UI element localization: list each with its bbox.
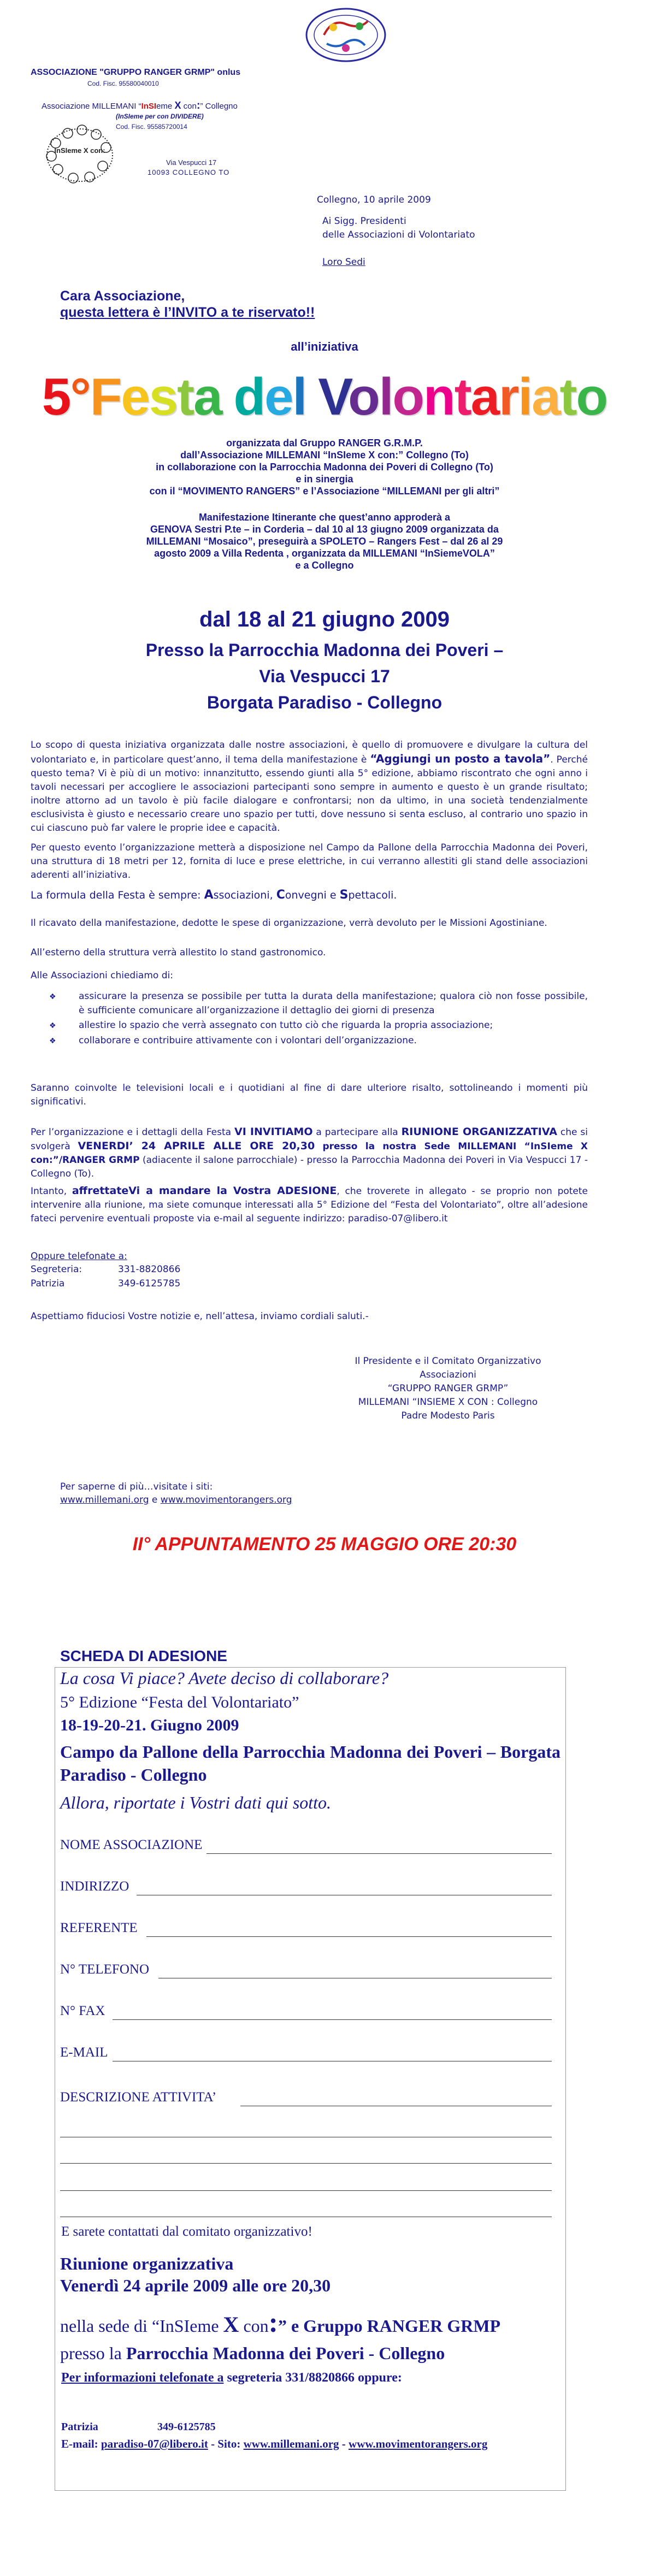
form-prompt: Allora, riportate i Vostri dati qui sotto. [60,1793,332,1812]
header-logo-ranger [299,1,392,72]
invite-line: questa lettera è l’INVITO a te riservato!! [60,305,315,320]
festa-banner-letter: l [292,368,306,426]
festa-banner-letter: o [576,368,607,426]
signature-line-2: Associazioni [420,1369,476,1380]
form-edition: 5° Edizione “Festa del Volontariato” [60,1693,299,1711]
form-meeting-title: Riunione organizzativa [60,2254,234,2273]
descrizione-line-4[interactable] [60,2190,552,2191]
descrizione-line-3[interactable] [60,2163,552,2164]
paragraph-scopo: Lo scopo di questa iniziativa organizzata dalle nostre associazioni, è quello di promuovere e divulgare la cultura del volontariato e, in particolare quest’anno, il tema della manifestazione è “Aggiungi un posto a tavola”. Perché questo tema? Vi è più di un motivo: innanzitutto, essendo giunti alla 5° edizione, abbiamo riscontrato che ogni anno i tavoli necessari per accogliere le associazioni partecipanti sono sempre in aumento e questo è un grande risultato; inoltre attorno ad un tavolo è più facile dialogare e confrontarsi; non da ultimo, in una società tendenzialmente esclusivista è giusto e necessario creare uno spazio per tutti, dove nessuno si senta escluso, al contrario uno spazio in cui ciascuno può far valere le proprie idee e capacità. [31,740,588,834]
assoc1-name: ASSOCIAZIONE "GRUPPO RANGER GRMP" onlus [31,68,241,77]
festa-banner-letter: V [318,368,349,426]
event-dates: dal 18 al 21 giugno 2009 [199,607,450,631]
festa-banner-letter: o [348,368,379,426]
logo-small-text: InSIeme X con: [54,146,105,155]
appointment-banner: II° APPUNTAMENTO 25 MAGGIO ORE 20:30 [132,1534,517,1555]
festa-banner-letter: e [121,368,149,426]
festa-banner-letter: t [559,368,576,426]
paragraph-evento: Per questo evento l’organizzazione metterà a disposizione nel Campo da Pallone della Parrocchia Madonna dei Poveri, una struttura di 18 metri per 12, fornita di luce e prese elettriche, in cui verranno allestiti gli stand delle associazioni aderenti all’iniziativa. [31,842,588,881]
festa-banner-letter: a [532,368,560,426]
recipient-line-1: Ai Sigg. Presidenti [322,216,406,227]
contact-patrizia: Patrizia 349-6125785 [31,1278,181,1289]
festa-banner-letter: ° [70,368,90,426]
event-place-2: Via Vespucci 17 [259,666,390,686]
address-line-1: Via Vespucci 17 [166,158,217,167]
festa-banner-letter: 5 [42,368,70,426]
organizers-line-1: organizzata dal Gruppo RANGER G.R.M.P. [226,438,423,448]
greeting: Cara Associazione, [60,288,185,304]
festa-banner-letter: s [149,368,178,426]
signature-line-3: “GRUPPO RANGER GRMP” [387,1383,509,1394]
field-indirizzo[interactable]: INDIRIZZO [60,1879,552,1898]
festa-banner-letter: a [470,368,499,426]
field-referente[interactable]: REFERENTE [60,1921,552,1939]
organizers-line-5: con il “MOVIMENTO RANGERS” e l’Associazione “MILLEMANI per gli altri” [149,486,500,497]
event-place-3: Borgata Paradiso - Collegno [206,693,442,712]
festa-banner-letter: a [193,368,222,426]
list-item: ❖ allestire lo spazio che verrà assegnato con tutto ciò che riguarda la propria associazione; [52,1019,588,1033]
assoc1-cf: Cod. Fisc. 95580040010 [87,80,159,87]
festa-banner-letter: i [518,368,532,426]
festa-banner-letter: l [379,368,393,426]
form-info-line: Per informazioni telefonate a segreteria 331/8820866 oppure: [61,2371,402,2385]
signature-line-5: Padre Modesto Paris [401,1410,495,1421]
link-movimentorangers[interactable]: www.movimentorangers.org [160,1494,292,1505]
itinerante-line-4: agosto 2009 a Villa Redenta , organizzata da MILLEMANI “InSiemeVOLA” [154,548,495,559]
paragraph-media: Saranno coinvolte le televisioni locali e i quotidiani al fine di dare ulteriore risalto, sottolineando i momenti più significativi. [31,1083,588,1107]
link-millemani-form[interactable]: www.millemani.org [243,2437,339,2450]
recipient-line-2: delle Associazioni di Volontariato [322,229,475,240]
form-box [55,1667,566,2491]
form-meeting-when: Venerdì 24 aprile 2009 alle ore 20,30 [60,2276,331,2295]
form-title: SCHEDA DI ADESIONE [60,1647,227,1664]
itinerante-block [0,511,649,571]
letter-date: Collegno, 10 aprile 2009 [317,194,431,205]
festa-banner-letter: o [392,368,424,426]
paragraph-chiediamo: Alle Associazioni chiediamo di: [31,970,173,981]
organizers-block [0,437,649,497]
field-email[interactable]: E-MAIL [60,2045,552,2064]
assoc2-name: Associazione MILLEMANI “InSIeme X con:” Collegno [42,99,238,111]
form-sede-line: nella sede di “InSIeme X con:” e Gruppo RANGER GRMP [60,2307,501,2338]
festa-banner-letter: n [423,368,455,426]
signature-line-4: MILLEMANI “INSIEME X CON : Collegno [358,1397,538,1408]
requests-list [52,990,588,1049]
closing-line: Aspettiamo fiduciosi Vostre notizie e, nell’attesa, inviamo cordiali saluti.- [31,1311,369,1322]
contact-segreteria: Segreteria: 331-8820866 [31,1264,181,1275]
assoc2-cf: Cod. Fisc. 95585720014 [116,123,187,131]
email-link[interactable]: paradiso-07@libero.it [101,2437,208,2450]
festa-banner-letter: e [264,368,293,426]
field-nome-associazione[interactable]: NOME ASSOCIAZIONE [60,1838,552,1856]
itinerante-line-3: MILLEMANI “Mosaico”, preseguirà a SPOLETO – Rangers Fest – dal 26 al 29 [146,536,503,547]
event-place-1: Presso la Parrocchia Madonna dei Poveri – [145,640,504,660]
festa-banner [0,367,649,427]
organizers-line-2: dall’Associazione MILLEMANI “InSIeme X con:” Collegno (To) [180,450,469,460]
form-contact-note: E sarete contattati dal comitato organizzativo! [61,2224,312,2239]
festa-banner-letter: r [499,368,518,426]
festa-banner-letter: t [454,368,471,426]
link-movimentorangers-form[interactable]: www.movimentorangers.org [349,2437,488,2450]
paragraph-stand: All’esterno della struttura verrà allestito lo stand gastronomico. [31,947,326,958]
festa-banner-letter: F [90,368,121,426]
paragraph-riunione: Per l’organizzazione e i dettagli della Festa VI INVITIAMO a partecipare alla RIUNIONE ORGANIZZATIVA che si svolgerà VENERDI’ 24 APRILE ALLE ORE 20,30 presso la nostra Sede MILLEMANI “InSIeme X con:”/RANGER GRMP (adiacente il salone parrocchiale) - presso la Parrocchia Madonna dei Poveri in Via Vespucci 17 - Collegno (To). [31,1126,588,1179]
form-presso-line: presso la Parrocchia Madonna dei Poveri - Collegno [60,2343,445,2363]
header-logo-millemani [43,123,117,187]
itinerante-line-5: e a Collegno [295,560,354,571]
organizers-line-4: e in sinergia [296,474,353,485]
link-millemani[interactable]: www.millemani.org [60,1494,149,1505]
signature-block [311,1355,585,1423]
field-telefono[interactable]: N° TELEFONO [60,1962,552,1981]
links-intro: Per saperne di più…visitate i siti: [60,1481,213,1492]
festa-banner-letter: t [177,368,194,426]
contacts-title: Oppure telefonate a: [31,1251,127,1262]
form-place: Campo da Pallone della Parrocchia Madonna dei Poveri – Borgata Paradiso - Collegno [60,1742,560,1785]
itinerante-line-2: GENOVA Sestri P.te – in Corderia – dal 10 al 13 giugno 2009 organizzata da [150,524,499,535]
form-email-line: E-mail: paradiso-07@libero.it - Sito: www.millemani.org - www.movimentorangers.org [61,2437,488,2450]
assoc2-tagline: (InSIeme per con DIVIDERE) [116,113,204,120]
signature-line-1: Il Presidente e il Comitato Organizzativo [355,1356,541,1367]
iniziativa-label: all’iniziativa [291,340,358,353]
links-line: www.millemani.org e www.movimentorangers.org [60,1494,292,1505]
form-dates: 18-19-20-21. Giugno 2009 [60,1716,239,1734]
paragraph-formula: La formula della Festa è sempre: Associazioni, Convegni e Spettacoli. [31,888,397,902]
address-line-2: 10093 COLLEGNO TO [148,168,230,176]
field-fax[interactable]: N° FAX [60,2004,552,2022]
festa-banner-letter: d [233,368,265,426]
list-item: ❖ assicurare la presenza se possibile per tutta la durata della manifestazione; qualora ciò non fosse possibile, è sufficiente comunicare all’organizzazione il dettaglio dei giorni di presenza [52,990,588,1018]
form-question: La cosa Vi piace? Avete deciso di collaborare? [60,1668,389,1688]
recipient-line-3: Loro Sedi [322,257,365,268]
form-patrizia-line: Patrizia 349-6125785 [61,2421,216,2433]
itinerante-line-1: Manifestazione Itinerante che quest’anno approderà a [198,512,451,523]
organizers-line-3: in collaborazione con la Parrocchia Madonna dei Poveri di Collegno (To) [156,462,493,472]
paragraph-adesione: Intanto, affrettateVi a mandare la Vostra ADESIONE, che troverete in allegato - se proprio non potete intervenire alla riunione, ma siete comunque interessati alla 5° Edizione del “Festa del Volontariato”, oltre all’adesione fateci pervenire eventuali proposte via e-mail al seguente indirizzo: paradiso-07@libero.it [31,1185,588,1224]
paragraph-ricavato: Il ricavato della manifestazione, dedotte le spese di organizzazione, verrà devoluto per le Missioni Agostiniane. [31,918,547,929]
list-item: ❖ collaborare e contribuire attivamente con i volontari dell’organizzazione. [52,1034,588,1048]
field-descrizione[interactable]: DESCRIZIONE ATTIVITA’ [60,2090,552,2108]
